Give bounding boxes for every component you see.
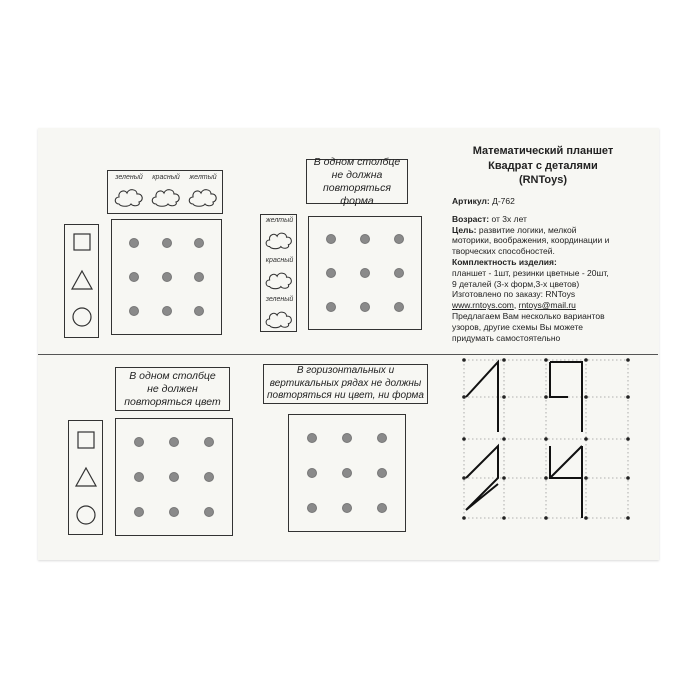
peg-dot: [134, 472, 144, 482]
shape-column-bottom: [68, 420, 103, 535]
cloud-icon: [150, 186, 182, 208]
pattern-diagrams: [458, 354, 638, 534]
rule-note-line: не должен: [147, 382, 198, 395]
color-strip-top: [107, 170, 223, 214]
article-label: Артикул:: [452, 196, 490, 206]
color-label-yellow: желтый: [265, 217, 294, 224]
rule-note-line: повторяться ни цвет, ни форма: [267, 390, 424, 402]
peg-dot: [326, 268, 336, 278]
peg-dot: [377, 503, 387, 513]
peg-dot: [326, 302, 336, 312]
peg-dot: [162, 238, 172, 248]
peg-dot: [162, 272, 172, 282]
cloud-icon: [264, 308, 294, 330]
title-line: Математический планшет: [472, 145, 614, 157]
peg-dot: [394, 268, 404, 278]
offer-text: придумать самостоятельно: [452, 332, 561, 343]
contacts-line: [452, 300, 657, 311]
cloud-icon: [264, 269, 294, 291]
peg-dot: [194, 272, 204, 282]
peg-dot: [377, 433, 387, 443]
kit-text: планшет - 1шт, резинки цветные - 20шт,: [452, 267, 609, 278]
offer-text: узоров, другие схемы Вы можете: [452, 321, 583, 332]
instruction-card: [38, 128, 659, 560]
circle-icon: [72, 307, 92, 327]
peg-dot: [307, 503, 317, 513]
peg-board-top-left: [111, 219, 222, 335]
title-line: Квадрат с деталями: [488, 159, 598, 172]
peg-dot: [129, 306, 139, 316]
rule-note-color: [115, 367, 230, 411]
peg-dot: [169, 437, 179, 447]
peg-dot: [394, 234, 404, 244]
goal-text: моторики, воображения, координации и: [452, 235, 610, 246]
peg-dot: [360, 302, 370, 312]
goal-text: развитие логики, мелкой: [478, 224, 577, 235]
goal-line: [452, 225, 657, 236]
peg-dot: [360, 268, 370, 278]
color-label-yellow: желтый: [189, 174, 217, 181]
rule-note-form: [306, 155, 408, 207]
peg-dot: [169, 507, 179, 517]
kit-label: Комплектность изделия:: [452, 256, 557, 267]
rule-note-line: вертикальных рядах не должны: [269, 377, 422, 389]
peg-dot: [194, 306, 204, 316]
kit-line: [452, 257, 657, 268]
article-value: Д-762: [492, 196, 515, 206]
peg-dot: [162, 306, 172, 316]
peg-dot: [307, 468, 317, 478]
triangle-icon: [75, 467, 97, 487]
age-label: Возраст:: [452, 213, 490, 224]
color-column-top: [260, 214, 297, 332]
color-label-red: красный: [152, 174, 180, 181]
peg-dot: [342, 468, 352, 478]
peg-dot: [342, 433, 352, 443]
peg-dot: [204, 507, 214, 517]
peg-dot: [326, 234, 336, 244]
separator: ,: [513, 300, 517, 311]
title-line: (RNToys): [518, 174, 568, 186]
peg-dot: [204, 437, 214, 447]
color-label-green: зеленый: [115, 174, 143, 181]
peg-dot: [134, 507, 144, 517]
made-by-text: Изготовлено по заказу: RNToys: [452, 289, 576, 300]
peg-dot: [360, 234, 370, 244]
article-line: [452, 196, 657, 207]
email-link[interactable]: rntoys@mail.ru: [518, 300, 576, 311]
website-link[interactable]: www.rntoys.com: [452, 300, 514, 311]
peg-dot: [307, 433, 317, 443]
peg-dot: [134, 437, 144, 447]
offer-text: Предлагаем Вам несколько вариантов: [452, 310, 605, 321]
pattern-four: [550, 446, 582, 518]
shape-column-top: [64, 224, 99, 338]
peg-board-top-mid: [308, 216, 422, 330]
rule-note-line: В горизонтальных и: [296, 365, 395, 377]
age-line: [452, 214, 657, 225]
rule-note-rows: [263, 364, 428, 404]
peg-dot: [204, 472, 214, 482]
rule-note-line: не должна: [331, 168, 383, 181]
peg-dot: [194, 238, 204, 248]
rule-note-line: повторяться цвет: [124, 395, 221, 408]
goal-label: Цель:: [452, 224, 477, 235]
product-title: [438, 144, 648, 188]
peg-dot: [377, 468, 387, 478]
triangle-icon: [71, 270, 93, 290]
rule-note-line: В одном столбце: [313, 155, 401, 168]
color-label-red: красный: [265, 257, 294, 264]
kit-text: 9 деталей (3-х форм,3-х цветов): [452, 278, 580, 289]
peg-dot: [129, 272, 139, 282]
circle-icon: [76, 505, 96, 525]
product-info: [452, 196, 657, 343]
cloud-icon: [264, 229, 294, 251]
peg-dot: [169, 472, 179, 482]
color-label-green: зеленый: [265, 296, 294, 303]
peg-board-bottom-mid: [288, 414, 406, 532]
rule-note-line: В одном столбце: [129, 369, 216, 382]
square-icon: [77, 431, 95, 449]
rule-note-line: повторяться форма: [323, 181, 391, 207]
goal-text: творческих способностей.: [452, 246, 555, 257]
cloud-icon: [113, 186, 145, 208]
age-value: от 3х лет: [491, 213, 527, 224]
square-icon: [73, 233, 91, 251]
peg-dot: [394, 302, 404, 312]
peg-board-bottom-left: [115, 418, 233, 536]
cloud-icon: [187, 186, 219, 208]
peg-dot: [342, 503, 352, 513]
peg-dot: [129, 238, 139, 248]
